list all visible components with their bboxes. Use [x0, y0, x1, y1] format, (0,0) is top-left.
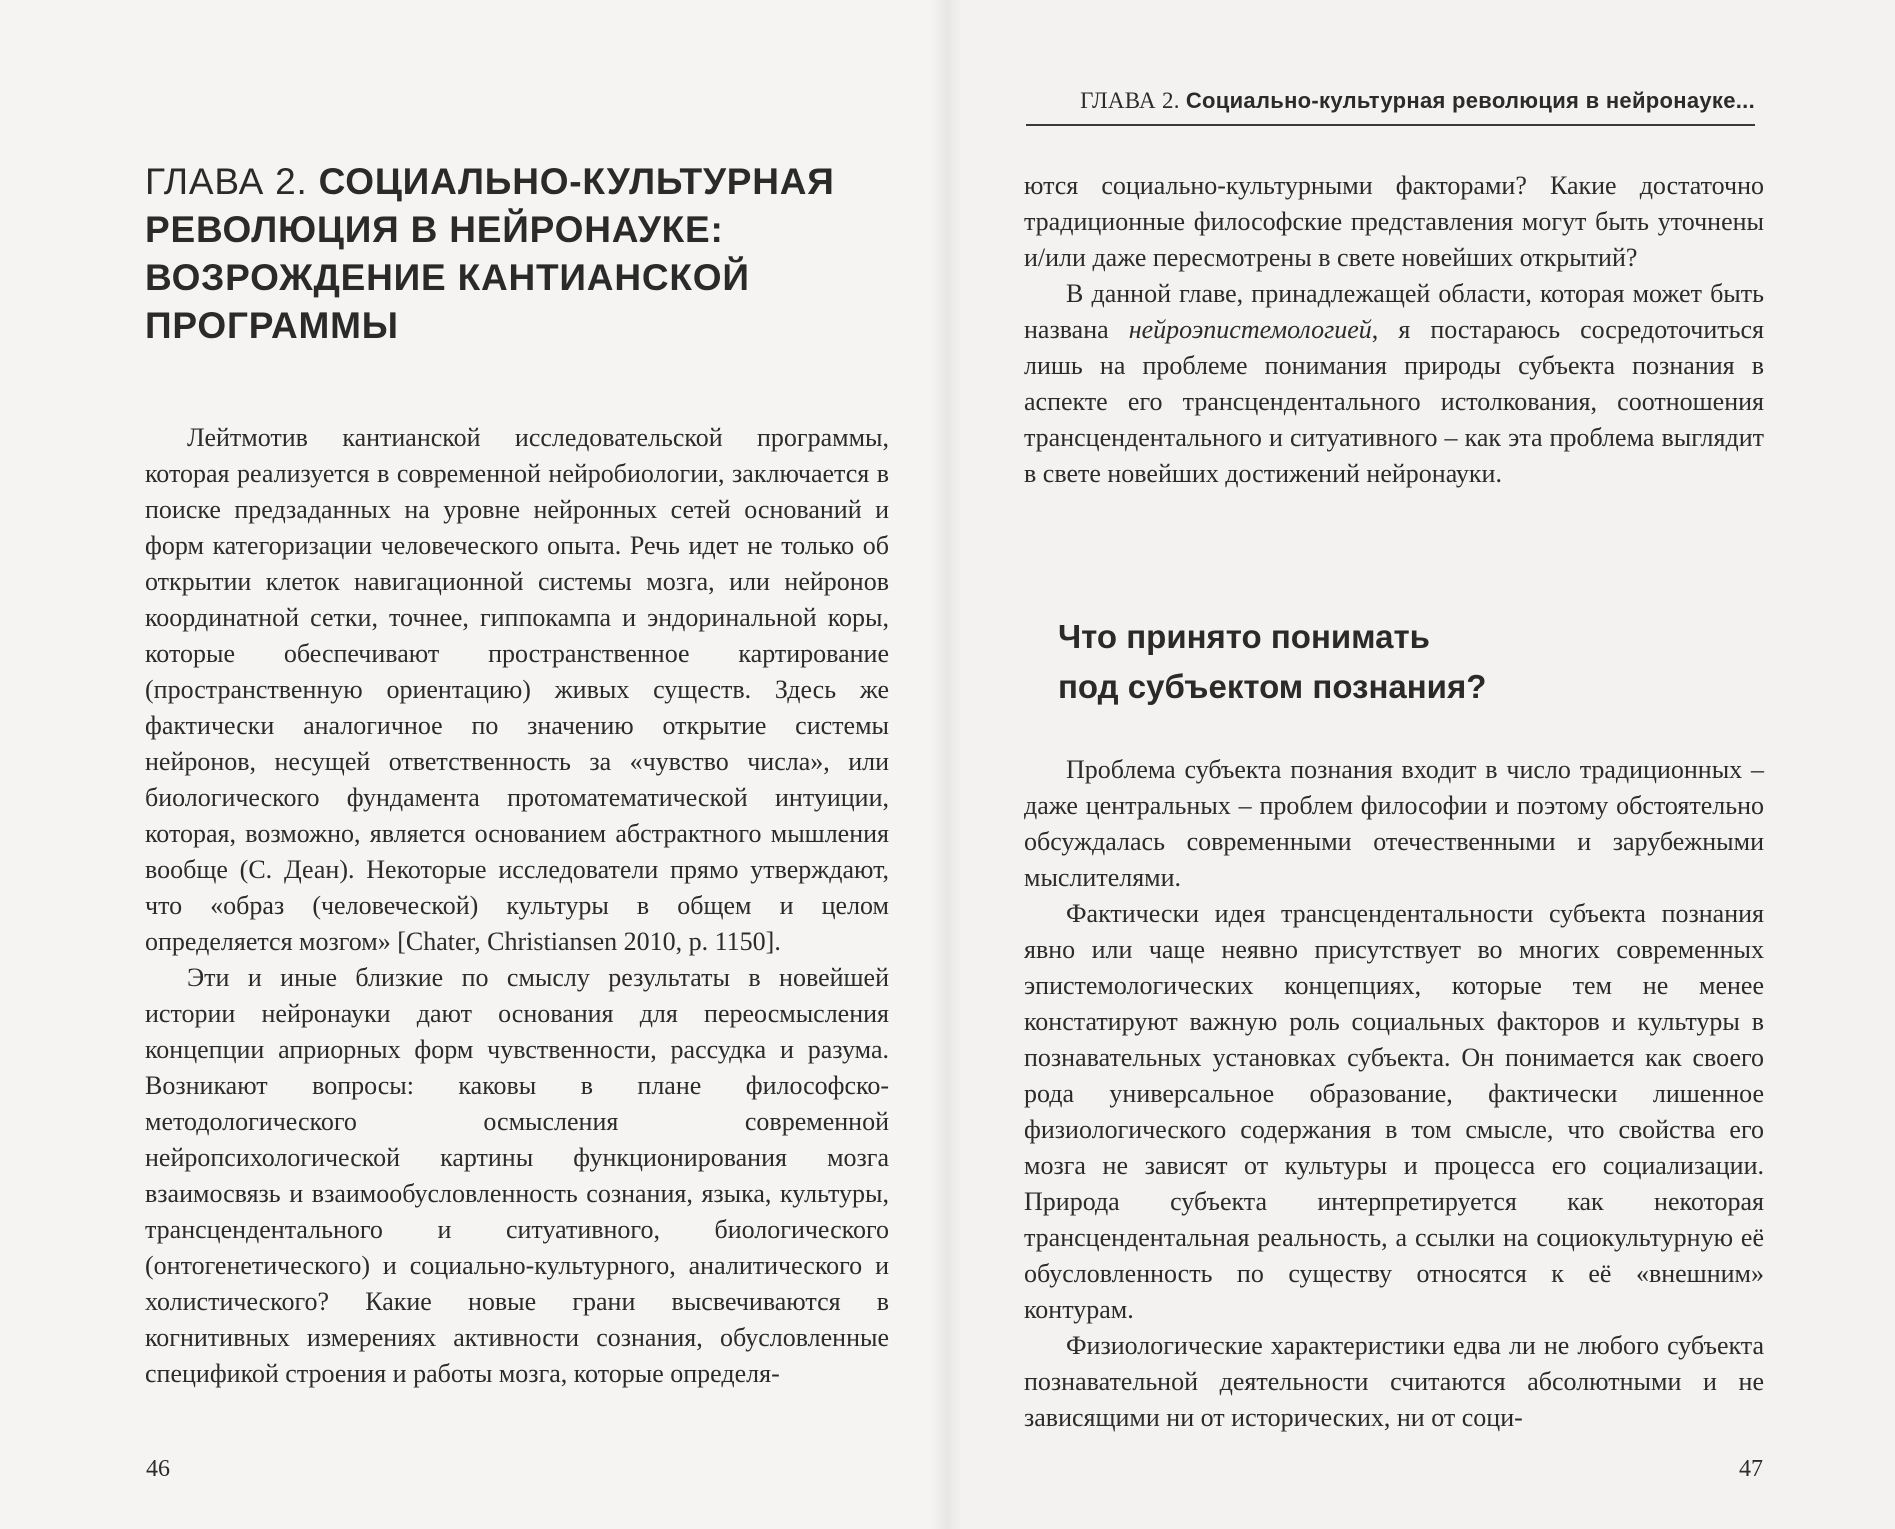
- right-paragraph-3: Проблема субъекта познания входит в число традиционных – даже центральных – проблем философии и поэтому обстоятельно обсуждалась современными отечественными и зарубежными мыслителями.: [1024, 755, 1764, 892]
- left-paragraph-1: Лейтмотив кантианской исследовательской программы, которая реализуется в современной нейробиологии, заключается в поиске предзаданных на уровне нейронных сетей оснований и форм категоризации человеческого опыта. Речь идет не только об открытии клеток навигационной системы мозга, или нейронов координатной сетки, точнее, гиппокампа и эндоринальной коры, которые обеспечивают пространственное картирование (пространственную ориентацию) живых существ. Здесь же фактически аналогичное по значению открытие системы нейронов, несущей ответственность за «чувство числа», или биологического фундамента протоматематической интуиции, которая, возможно, является основанием абстрактного мышления вообще (С. Деан). Некоторые исследователи прямо утверждают, что «образ (человеческой) культуры в общем и целом определяется мозгом» [Chater, Christiansen 2010, p. 1150].: [145, 423, 889, 956]
- section-title-line2: под субъектом познания?: [1058, 668, 1487, 705]
- chapter-title-line3: ВОЗРОЖДЕНИЕ КАНТИАНСКОЙ: [145, 257, 750, 298]
- left-paragraph-2: Эти и иные близкие по смыслу результаты в новейшей истории нейронауки дают основания для переосмысления концепции априорных форм чувственности, рассудка и разума. Возникают вопросы: каковы в плане философско-методологического осмысления современной нейропсихологической картины функционирования мозга взаимосвязь и взаимообусловленность сознания, языка, культуры, трансцендентального и ситуативного, биологического (онтогенетического) и социально-культурного, аналитического и холистического? Какие новые грани высвечиваются в когнитивных измерениях активности сознания, обусловленные спецификой строения и работы мозга, которые определя-: [145, 963, 889, 1388]
- right-body-text-bottom: [1024, 752, 1764, 1436]
- chapter-title-line2: РЕВОЛЮЦИЯ В НЕЙРОНАУКЕ:: [145, 209, 724, 250]
- right-paragraph-5: Физиологические характеристики едва ли не любого субъекта познавательной деятельности считаются абсолютными и не зависящими ни от исторических, ни от соци-: [1024, 1331, 1764, 1432]
- right-paragraph-1: ются социально-культурными факторами? Какие достаточно традиционные философские представления могут быть уточнены и/или даже пересмотрены в свете новейших открытий?: [1024, 171, 1764, 272]
- right-body-text-top: [1024, 168, 1764, 492]
- chapter-number: ГЛАВА 2.: [145, 161, 319, 202]
- right-page: [946, 0, 1895, 1529]
- running-head-prefix: ГЛАВА 2.: [1080, 88, 1186, 113]
- left-page: [0, 0, 946, 1529]
- running-head-title: Социально-культурная революция в нейронауке...: [1185, 88, 1755, 113]
- right-paragraph-2-end: , я постараюсь сосредоточиться лишь на проблеме понимания природы субъекта познания в аспекте его трансцендентального истолкования, соотношения трансцендентального и ситуативного – как эта проблема выглядит в свете новейших достижений нейронауки.: [1024, 315, 1764, 488]
- page-number-left: 46: [146, 1456, 170, 1482]
- right-paragraph-4: Фактически идея трансцендентальности субъекта познания явно или чаще неявно присутствует во многих современных эпистемологических концепциях, которые тем не менее констатируют важную роль социальных факторов и культуры в познавательных установках субъекта. Он понимается как своего рода универсальное образование, фактически лишенное физиологического содержания в том смысле, что свойства его мозга не зависят от культуры и процесса его социализации. Природа субъекта интерпретируется как некоторая трансцендентальная реальность, а ссылки на социокультурную её обусловленность по существу относятся к её «внешним» контурам.: [1024, 899, 1764, 1324]
- page-number-right: 47: [1739, 1456, 1763, 1482]
- section-title-line1: Что принято понимать: [1058, 618, 1430, 655]
- right-paragraph-2-start: В данной главе, принадлежащей области, которая может быть названа: [1024, 279, 1764, 344]
- running-head: [1080, 88, 1755, 114]
- right-paragraph-2: [1024, 276, 1764, 492]
- chapter-title-line4: ПРОГРАММЫ: [145, 305, 399, 346]
- chapter-title: [145, 158, 905, 350]
- running-head-rule: [1026, 124, 1755, 126]
- book-gutter: [930, 0, 962, 1529]
- right-paragraph-2-italic: нейроэпистемологией: [1128, 315, 1372, 344]
- chapter-title-line1: СОЦИАЛЬНО-КУЛЬТУРНАЯ: [318, 161, 835, 202]
- left-body-text: [145, 420, 889, 1392]
- section-title: [1058, 612, 1758, 712]
